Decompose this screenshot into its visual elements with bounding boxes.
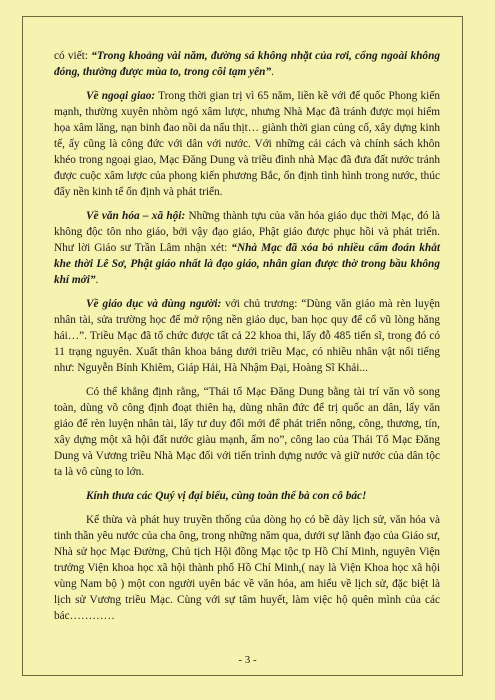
page-content xyxy=(54,48,440,632)
paragraph-tail: . xyxy=(271,66,274,78)
paragraph-conclusion: Có thể khẳng định rằng, “Thái tổ Mạc Đăng Dung bằng tài trí văn võ song toàn, dùng võ công định đoạt thiên hạ, dùng nhân đức để trị quốc an dân, lấy văn giáo để rèn luyện nhân tài, lấy tư duy đổi mới để phát triển nông, công, thương, tín, xây dựng một xã hội đất nước giàu mạnh, ấm no”, công lao của Thái Tổ Mạc Đăng Dung và Vương triều Nhà Mạc đối với tiến trình dựng nước và giữ nước của dân tộc ta là vô cùng to lớn. xyxy=(54,386,440,478)
section-heading-education: Về giáo dục và dùng người: xyxy=(86,298,222,310)
address-to-audience: Kính thưa các Quý vị đại biểu, cùng toàn thể bà con cô bác! xyxy=(86,490,367,502)
paragraph-lead: có viết: xyxy=(54,50,92,62)
paragraph-culture-society xyxy=(54,208,440,288)
paragraph-tail: . xyxy=(95,274,99,286)
scholar-quote: “Nhà Mạc đã xóa bỏ nhiều cấm đoán khắt khe thời Lê Sơ, Phật giáo nhất là đạo giáo, nhân gian được thờ trong bầu không khí mới” xyxy=(54,242,440,286)
section-heading-foreign-affairs: Về ngoại giao: xyxy=(86,90,156,102)
paragraph-quote-continuation xyxy=(54,48,440,80)
paragraph-body: với chủ trương: “Dùng văn giáo mà rèn luyện nhân tài, sửa trường học để mở rộng nền giáo dục, ban học quy để cổ vũ lòng hăng hái…”. Triều Mạc đã tổ chức được tất cả 22 khoa thi, lấy đỗ 485 tiến sĩ, trong đó có 11 trạng nguyên. Xuất thân khoa bảng dưới triều Mạc, có nhiều nhân vật nổi tiếng như: Nguyễn Bỉnh Khiêm, Giáp Hải, Hà Nhậm Đại, Hoàng Sĩ Khải... xyxy=(54,298,441,374)
page-number: - 3 - xyxy=(238,654,257,666)
section-heading-culture-society: Về văn hóa – xã hội: xyxy=(86,210,186,222)
historical-quote: “Trong khoảng vài năm, đường sá không nhặt của rơi, cổng ngoài không đóng, thường được mùa to, trong cõi tạm yên” xyxy=(54,50,441,78)
paragraph-body: Những thành tựu của văn hóa giáo dục thời Mạc, đó là không độc tôn nho giáo, bởi vậy đạo giáo, Phật giáo được phục hồi và phát triển. Như lời Giáo sư Trần Lâm nhận xét: xyxy=(54,210,440,254)
paragraph-foreign-affairs xyxy=(54,88,440,200)
paragraph-legacy: Kế thừa và phát huy truyền thống của dòng họ có bề dày lịch sử, văn hóa và tinh thần yêu nước của cha ông, trong những năm qua, dưới sự lãnh đạo của Giáo sư, Nhà sử học Mạc Đường, Chủ tịch Hội đồng Mạc tộc tp Hồ Chí Minh, nguyên Viện trưởng Viện khoa học xã hội thành phố Hồ Chí Minh,( nay là Viện Khoa học xã hội vùng Nam bộ ) một con người uyên bác về văn hóa, am hiểu về lịch sử, đặc biệt là lịch sử Vương triều Mạc. Cùng với sự tâm huyết, làm việc hộ quên mình của các bác………… xyxy=(54,514,440,622)
paragraph-body: Trong thời gian trị vì 65 năm, liền kề với đế quốc Phong kiến mạnh, thường xuyên nhòm ngó xâm lược, nhưng Nhà Mạc đã tránh được mọi hiểm họa xâm lăng, nạn binh đao nồi da nấu thịt… giành thời gian củng cố, xây dựng kinh tế, ấy cũng là công đức với dân với nước. Với những cải cách và chính sách khôn khéo trong ngoại giao, Mạc Đăng Dung và triều đình nhà Mạc đã đưa đất nước tránh được cuộc xâm lược của phong kiến phương Bắc, ổn định tình hình trong nước, thúc đẩy nền kinh tế ổn định và phát triển. xyxy=(54,90,440,198)
paragraph-education xyxy=(54,296,440,376)
